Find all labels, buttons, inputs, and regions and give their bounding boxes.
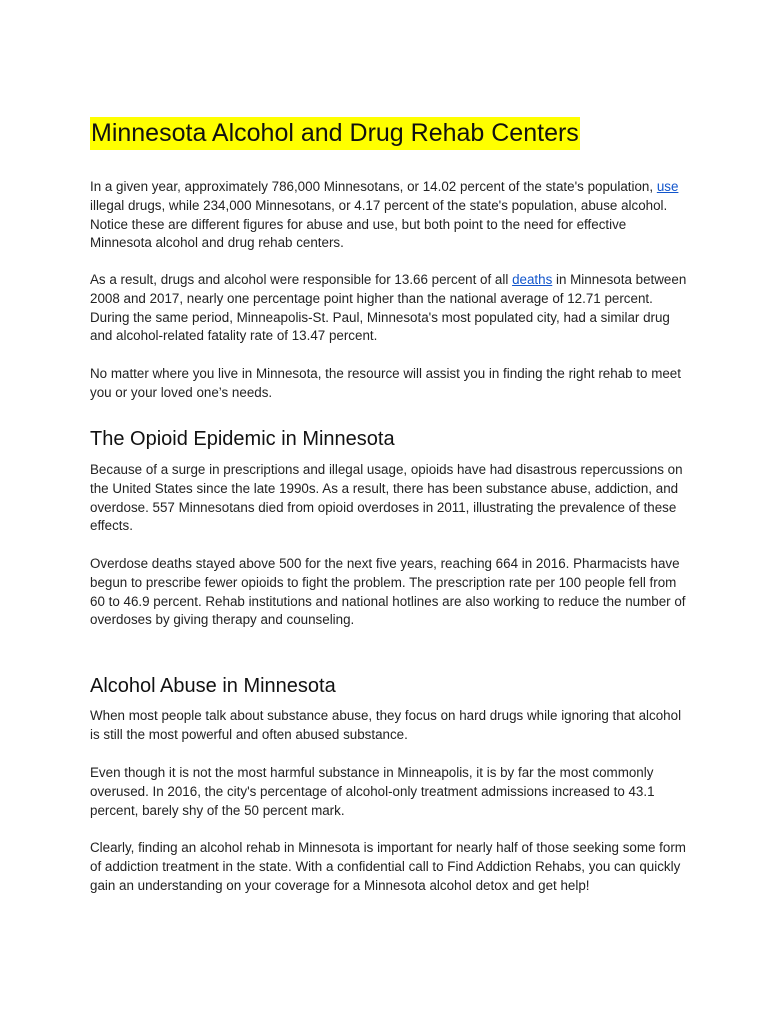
alcohol-paragraph-1: When most people talk about substance abuse, they focus on hard drugs while ignoring that alcohol is still the most powerful and often abused substance. [90,708,682,742]
intro-paragraph-2 [90,271,690,346]
alcohol-paragraph-2: Even though it is not the most harmful substance in Minneapolis, it is by far the most commonly overused. In 2016, the city's percentage of alcohol-only treatment admissions increased to 43.1 percent, barely shy of the 50 percent mark. [90,765,655,818]
opioid-paragraph-2: Overdose deaths stayed above 500 for the next five years, reaching 664 in 2016. Pharmacists have begun to prescribe fewer opioids to fight the problem. The prescription rate per 100 people fell from 60 to 46.9 percent. Rehab institutions and national hotlines are also working to reduce the number of overdoses by giving therapy and counseling. [90,556,686,628]
opioid-section-heading: The Opioid Epidemic in Minnesota [90,428,395,450]
use-link[interactable]: use [656,179,679,194]
opioid-paragraph-1: Because of a surge in prescriptions and illegal usage, opioids have had disastrous repercussions on the United States since the late 1990s. As a result, there has been substance abuse, addiction, and overdose. 557 Minnesotans died from opioid overdoses in 2011, illustrating the prevalence of these effects. [90,462,683,534]
intro-p2-text-start: As a result, drugs and alcohol were responsible for 13.66 percent of all [90,272,513,287]
page-title: Minnesota Alcohol and Drug Rehab Centers [90,117,580,150]
intro-p1-text-end: illegal drugs, while 234,000 Minnesotans, or 4.17 percent of the state's population, abuse alcohol. Notice these are different figures for abuse and use, but both point to the need for effective Minnesota alcohol and drug rehab centers. [90,197,668,251]
alcohol-section-heading: Alcohol Abuse in Minnesota [90,675,336,697]
intro-paragraph-3: No matter where you live in Minnesota, the resource will assist you in finding the right rehab to meet you or your loved one’s needs. [90,366,681,400]
intro-p2-text-end: in Minnesota between 2008 and 2017, nearly one percentage point higher than the national average of 12.71 percent. During the same period, Minneapolis-St. Paul, Minnesota's most populated city, had a similar drug and alcohol-related fatality rate of 13.47 percent. [90,272,687,344]
deaths-link[interactable]: deaths [512,272,553,287]
alcohol-paragraph-3: Clearly, finding an alcohol rehab in Minnesota is important for nearly half of those seeking some form of addiction treatment in the state. With a confidential call to Find Addiction Rehabs, you can quickly gain an understanding on your coverage for a Minnesota alcohol detox and get help! [90,840,686,893]
intro-p1-text-start: In a given year, approximately 786,000 Minnesotans, or 14.02 percent of the state's population, [90,179,657,194]
intro-paragraph-1 [90,178,690,253]
